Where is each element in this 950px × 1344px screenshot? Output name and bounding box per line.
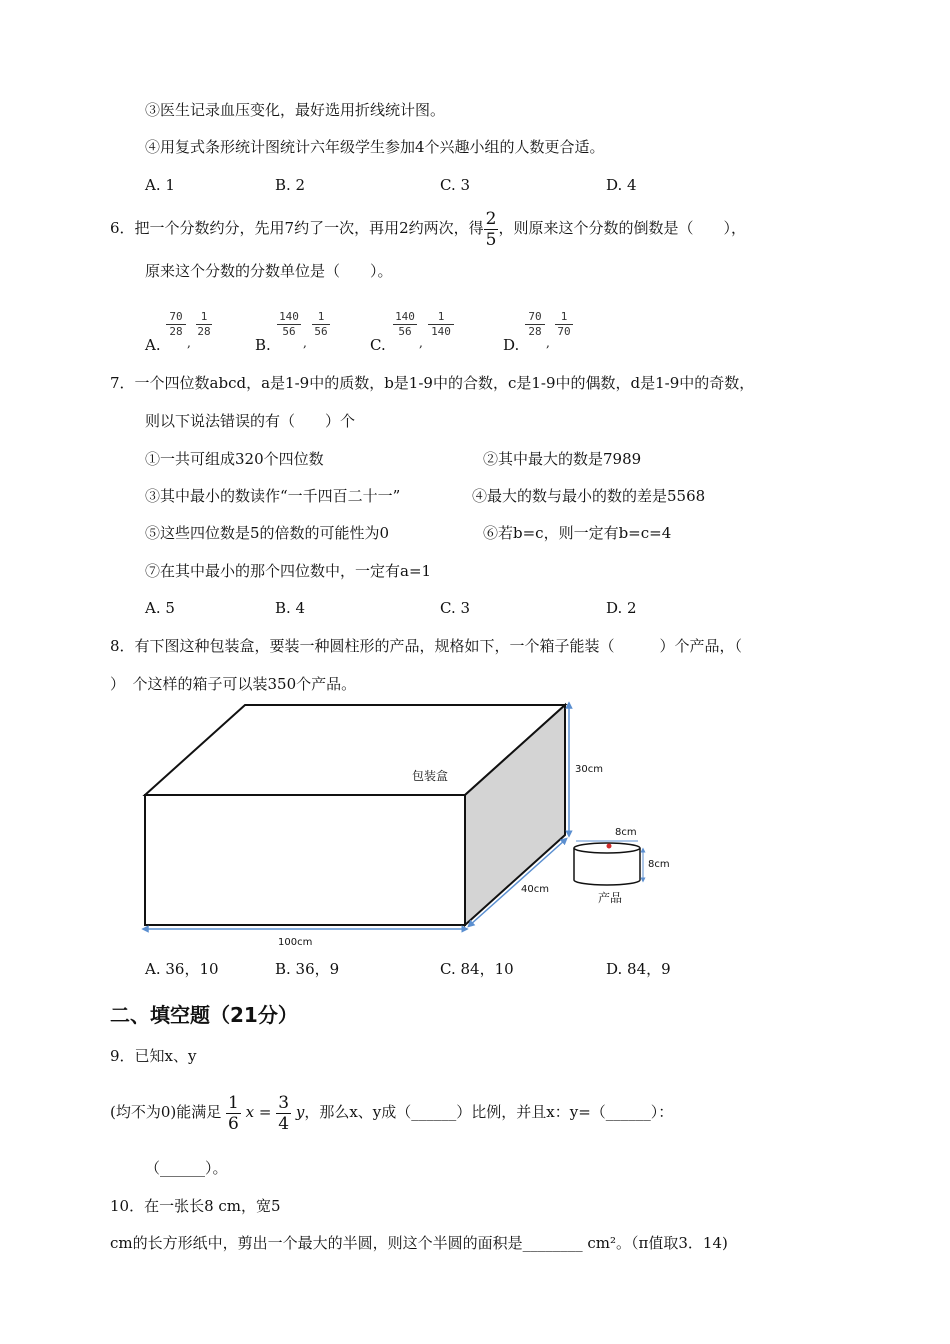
q6-option-d-comma: , bbox=[546, 336, 550, 350]
q6-option-a-comma: , bbox=[187, 336, 191, 350]
q7-statement-1: ①一共可组成320个四位数 bbox=[145, 450, 324, 468]
q10-line-2: cm的长方形纸中，剪出一个最大的半圆，则这个半圆的面积是________ cm²。（π值取3．14) bbox=[110, 1234, 728, 1252]
length-label: 100cm bbox=[278, 937, 313, 948]
q6-fraction: $\frac{2}{5}$ bbox=[485, 208, 497, 250]
q7-option-a[interactable]: A. 5 bbox=[145, 599, 175, 617]
depth-label: 40cm bbox=[521, 884, 549, 895]
box-front-face bbox=[145, 795, 465, 925]
height-label: 30cm bbox=[575, 764, 603, 775]
q8-line-1: 8．有下图这种包装盒，要装一种圆柱形的产品，规格如下，一个箱子能装（ ）个产品，（ bbox=[110, 637, 743, 655]
q9-equals: = bbox=[258, 1103, 272, 1121]
q10-line-1: 10．在一张长8 cm，宽5 bbox=[110, 1197, 281, 1215]
q9-line-2 bbox=[110, 1090, 673, 1134]
q8-option-d[interactable]: D. 84，9 bbox=[606, 960, 671, 978]
q7-statement-5: ⑤这些四位数是5的倍数的可能性为0 bbox=[145, 524, 390, 542]
q9-y: y bbox=[295, 1103, 305, 1121]
q6-option-c-label[interactable]: C. bbox=[370, 336, 386, 354]
section-2-title: 二、填空题（21分） bbox=[110, 1003, 298, 1027]
q6-option-a-label[interactable]: A. bbox=[145, 336, 161, 354]
q6-option-d-frac1: 70 28 bbox=[525, 310, 545, 339]
q7-statement-3: ③其中最小的数读作“一千四百二十一” bbox=[145, 487, 401, 505]
cylinder-center-dot bbox=[607, 844, 612, 849]
q5-option-a[interactable]: A. 1 bbox=[145, 176, 175, 194]
q6-text-b: ，则原来这个分数的倒数是（ ）， bbox=[498, 219, 746, 237]
q9-fraction-1: $\frac{1}{6}$ bbox=[228, 1092, 239, 1134]
q6-option-b-comma: , bbox=[303, 336, 307, 350]
q7-option-b[interactable]: B. 4 bbox=[275, 599, 306, 617]
q9-x: x bbox=[245, 1103, 255, 1121]
q9-fraction-2: $\frac{3}{4}$ bbox=[278, 1092, 290, 1134]
q7-statement-4: ④最大的数与最小的数的差是5568 bbox=[472, 487, 706, 505]
q8-option-b[interactable]: B. 36，9 bbox=[275, 960, 340, 978]
q6-option-c-comma: , bbox=[419, 336, 423, 350]
cylinder-height-label: 8cm bbox=[648, 859, 670, 870]
product-label: 产品 bbox=[598, 891, 623, 905]
q5-option-d[interactable]: D. 4 bbox=[606, 176, 637, 194]
q5-option-b[interactable]: B. 2 bbox=[275, 176, 306, 194]
q5-statement-3: ③医生记录血压变化，最好选用折线统计图。 bbox=[145, 101, 446, 119]
q7-line-1: 7．一个四位数abcd，a是1-9中的质数，b是1-9中的合数，c是1-9中的偶数，d是1-9中的奇数， bbox=[110, 374, 755, 392]
q5-statement-4: ④用复式条形统计图统计六年级学生参加4个兴趣小组的人数更合适。 bbox=[145, 138, 605, 156]
q5-option-c[interactable]: C. 3 bbox=[440, 176, 471, 194]
q6-option-a-frac1: 70 28 bbox=[166, 310, 186, 339]
q8-line-2: ） 个这样的箱子可以装350个产品。 bbox=[110, 675, 357, 693]
q9-line-3: （______）。 bbox=[145, 1159, 228, 1177]
q6-option-d-label[interactable]: D. bbox=[503, 336, 520, 354]
q7-line-2: 则以下说法错误的有（ ）个 bbox=[145, 412, 356, 430]
q7-statement-2: ②其中最大的数是7989 bbox=[483, 450, 642, 468]
q6-option-c-frac1: 140 56 bbox=[393, 310, 417, 339]
q6-text-a: 6．把一个分数约分，先用7约了一次，再用2约两次，得 bbox=[110, 219, 484, 237]
q6-option-b-frac1: 140 56 bbox=[277, 310, 301, 339]
q7-option-c[interactable]: C. 3 bbox=[440, 599, 471, 617]
q9-line-1: 9．已知x、y bbox=[110, 1047, 197, 1065]
q7-statement-6: ⑥若b=c，则一定有b=c=4 bbox=[483, 524, 672, 542]
q9-pre: (均不为0)能满足 bbox=[110, 1103, 222, 1121]
cylinder-diameter-label: 8cm bbox=[615, 827, 637, 838]
q6-option-a-frac2: 1 28 bbox=[197, 310, 211, 338]
q7-statement-7: ⑦在其中最小的那个四位数中，一定有a=1 bbox=[145, 562, 432, 580]
q9-post: ，那么x、y成（______）比例，并且x：y=（______）： bbox=[304, 1103, 674, 1121]
q6-option-b-label[interactable]: B. bbox=[255, 336, 271, 354]
q7-option-d[interactable]: D. 2 bbox=[606, 599, 637, 617]
q6-option-b-frac2: 1 56 bbox=[312, 310, 330, 339]
q6-line-2: 原来这个分数的分数单位是（ ）。 bbox=[145, 262, 393, 280]
q8-option-c[interactable]: C. 84，10 bbox=[440, 960, 514, 978]
q6-option-d-frac2: 1 70 bbox=[555, 310, 573, 339]
box-label: 包装盒 bbox=[412, 769, 449, 783]
q6-option-c-frac2: 1 140 bbox=[428, 310, 454, 339]
q8-option-a[interactable]: A. 36，10 bbox=[145, 960, 219, 978]
